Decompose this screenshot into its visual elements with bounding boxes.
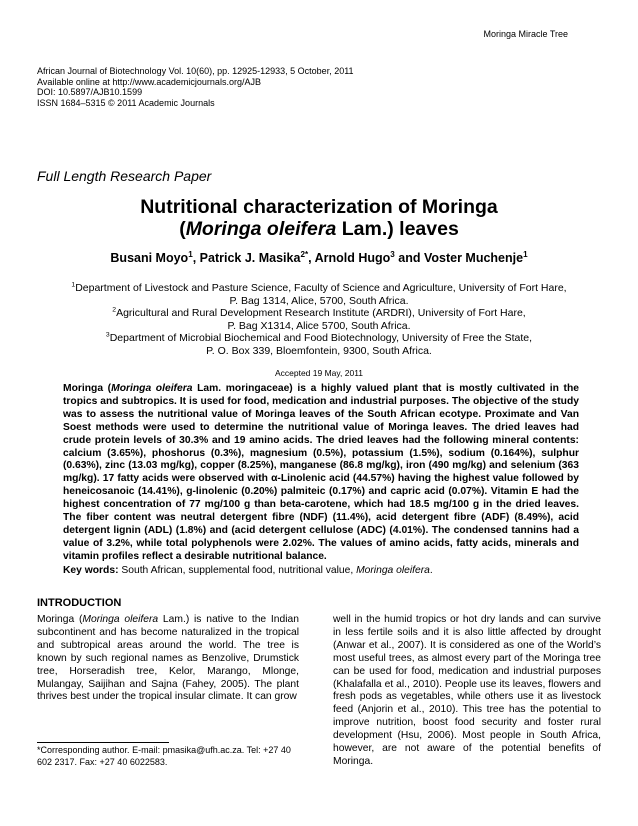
species-name: Moringa oleifera: [185, 218, 337, 240]
author-list: Busani Moyo$^1$, Patrick J. Masika$^{2*}$, Arnold Hugo$^3$ and Voster Muchenje$^1$: [110, 249, 528, 265]
affiliation: $^2$Agricultural and Rural Development Research Institute (ARDRI), University of Fort Hare,: [112, 306, 526, 319]
affiliation-address: P. Bag 1314, Alice, 5700, South Africa.: [229, 294, 409, 307]
affiliation: $^3$Department of Microbial Biochemical and Food Biotechnology, University of Free the State,: [105, 331, 533, 344]
journal-doi: DOI: 10.5897/AJB10.1599: [37, 87, 143, 97]
journal-issn: ISSN 1684–5315 © 2011 Academic Journals: [37, 97, 215, 108]
running-header: Moringa Miracle Tree: [483, 29, 568, 39]
paper-type: Full Length Research Paper: [37, 168, 212, 184]
author: Patrick J. Masika: [199, 251, 301, 265]
author: Voster Muchenje: [423, 251, 524, 265]
affiliation: $^1$Department of Livestock and Pasture Science, Faculty of Science and Agriculture, University of Fort Hare,: [71, 281, 567, 294]
affiliations: [0, 282, 638, 357]
affiliation-address: P. Bag X1314, Alice 5700, South Africa.: [227, 319, 411, 332]
keywords: Key words: South African, supplemental food, nutritional value, Moringa oleifera.: [63, 565, 433, 576]
footnote-divider: [37, 742, 169, 743]
corresponding-author-footnote: *Corresponding author. E-mail: pmasika@ufh.ac.za. Tel: +27 40 602 2317. Fax: +27 40 6022583.: [37, 745, 291, 767]
journal-url: Available online at http://www.academicjournals.org/AJB: [37, 76, 261, 87]
abstract: Moringa (Moringa oleifera Lam. moringaceae) is a highly valued plant that is mostly cultivated in the tropics and subtropics. It is used for food, medication and industrial purposes. The objective of the study was to assess the nutritional value of Moringa leaves of the South African ecotype. Proximate and Van Soest methods were used to determine the nutritional value of Moringa leaves. The dried leaves had crude protein levels of 30.3% and 19 amino acids. The dried leaves had the following mineral contents: calcium (3.65%), phoshorus (0.3%), magnesium (0.5%), potassium (1.5%), sodium (0.164%), sulphur (0.63%), zinc (13.03 mg/kg), copper (8.25%), manganese (86.8 mg/kg), iron (490 mg/kg) and selenium (363 mg/kg). 17 fatty acids were observed with α-Linolenic acid (44.57%) having the highest value followed by heneicosanoic (14.41%), g-linolenic (0.20%) palmiteic (0.17%) and capric acid (0.07%). Vitamin E had the highest concentration of 77 mg/100 g than beta-carotene, which had 18.5 mg/100 g in the dried leaves. The fiber content was neutral detergent fibre (NDF) (11.4%), acid detergent fibre (ADF) (8.49%), acid detergent lignin (ADL) (1.8%) and (acid detergent cellulose (ADC) (4.01%). The condensed tannins had a value of 3.2%, while total polyphenols were 2.02%. The values of amino acids, fatty acids, minerals and vitamin profiles reflect a desirable nutritional balance.: [63, 383, 580, 562]
title-line-1: Nutritional characterization of Moringa: [140, 196, 498, 218]
title-line-2: (Moringa oleifera Lam.) leaves: [179, 218, 459, 240]
keywords-label: Key words:: [63, 565, 119, 576]
author: Arnold Hugo: [314, 251, 391, 265]
author: Busani Moyo: [110, 251, 189, 265]
accepted-date: Accepted 19 May, 2011: [274, 368, 364, 378]
journal-citation: African Journal of Biotechnology Vol. 10(60), pp. 12925-12933, 5 October, 2011: [37, 66, 354, 76]
body-column-left: Moringa (Moringa oleifera Lam.) is native to the Indian subcontinent and has become naturalized in the tropical and subtropical areas around the world. The tree is known by such regional names as Benzolive, Drumstick tree, Horseradish tree, Kelor, Marango, Mlonge, Mulangay, Saijihan and Sajna (Fahey, 2005). The plant thrives best under the tropical insular climate. It can grow: [37, 614, 299, 703]
paper-title: [0, 196, 638, 240]
affiliation-address: P. O. Box 339, Bloemfontein, 9300, South Africa.: [206, 344, 432, 357]
journal-info: [37, 66, 354, 108]
section-heading-introduction: INTRODUCTION: [37, 597, 122, 609]
body-column-right: well in the humid tropics or hot dry lands and can survive in less fertile soils and it is also little affected by drought (Anwar et al., 2007). It is considered as one of the World’s most useful trees, as almost every part of the Moringa tree can be used for food, medication and industrial purposes (Khalafalla et al., 2010). People use its leaves, flowers and fresh pods as vegetables, while others use it as livestock feed (Anjorin et al., 2010). This tree has the potential to improve nutrition, boost food security and foster rural development (Hsu, 2006). Most people in South Africa, however, are not aware of the potential benefits of Moringa.: [333, 614, 601, 767]
